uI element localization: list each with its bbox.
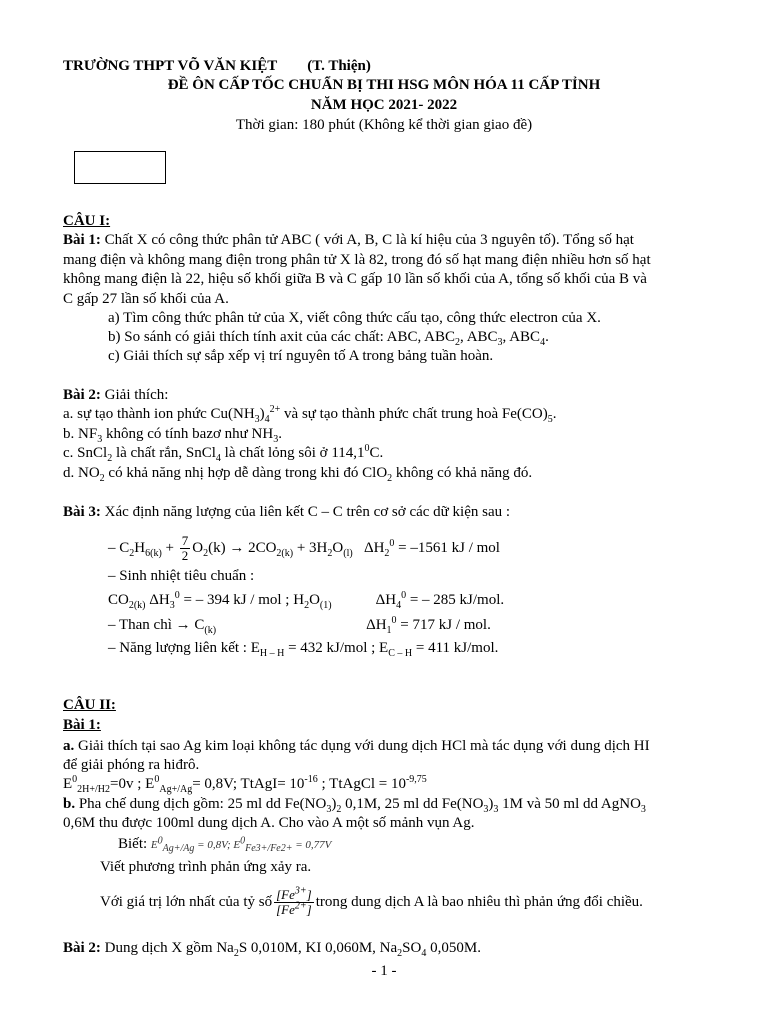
exam-title: ĐỀ ÔN CẤP TỐC CHUẨN BỊ THI HSG MÔN HÓA 11 CẤP TỈNH bbox=[167, 77, 601, 93]
cau2-heading: CÂU II: bbox=[63, 697, 116, 713]
cau1-bai2-a: a. sự tạo thành ion phức $Cu(NH_3)_4^{2+}$ và sự tạo thành phức chất trung hoà $Fe(CO)_5$. bbox=[63, 404, 557, 425]
school-year: NĂM HỌC 2021- 2022 bbox=[310, 97, 458, 113]
cau2-biet: Biết: $E^0_{Ag+/Ag} = 0,8V$; $E^0_{Fe3+/Fe2+} = 0,77V$ bbox=[118, 835, 332, 855]
exam-time: Thời gian: 180 phút (Không kể thời gian giao đề) bbox=[235, 117, 533, 133]
cau2-bai2: Bài 2: Dung dịch X gồm $Na_2S$ 0,010M, KI 0,060M, $Na_2SO_4$ 0,050M. bbox=[63, 940, 481, 959]
cau1-bai3-intro: Bài 3: Xác định năng lượng của liên kết C – C trên cơ sở các dữ kiện sau : bbox=[63, 504, 511, 520]
cau2-voi-gia-tri: Với giá trị lớn nhất của tỷ số $\frac{[Fe^{3+}]}{[Fe^{2+}]}$ trong dung dịch A là bao nhiêu thì phản ứng đổi chiều. bbox=[100, 885, 643, 917]
cau2-viet: Viết phương trình phản ứng xảy ra. bbox=[100, 859, 312, 875]
cau2-b-line2: 0,6M thu được 100ml dung dịch A. Cho vào A một số mảnh vụn Ag. bbox=[63, 815, 475, 831]
cau1-bai2-intro: Bài 2: Giải thích: bbox=[63, 387, 169, 403]
cau2-a-line2: để giải phóng ra hiđrô. bbox=[63, 757, 200, 773]
cau1-bai1-line2: mang điện và không mang điện trong phân tử X là 82, trong đó số hạt mang điện nhiều hơn số hạt bbox=[63, 252, 651, 268]
cau1-bai1-b: b) So sánh có giải thích tính axit của các chất: ABC, $ABC_2$, $ABC_3$, $ABC_4$. bbox=[108, 329, 549, 348]
cau1-bai1-line4: C gấp 27 lần số khối của A. bbox=[63, 291, 229, 307]
cau1-bai1-line1: Bài 1: Chất X có công thức phân tử ABC ( với A, B, C là kí hiệu của 3 nguyên tố). Tổng số hạt bbox=[63, 232, 634, 248]
cau2-a-line1: a. Giải thích tại sao Ag kim loại không tác dụng với dung dịch HCl mà tác dụng với dung dịch HI bbox=[63, 738, 650, 754]
cau1-bai3-eq1: – $C_2H_{6(k)}$ + $\frac{7}{2}$ $O_2(k) \to 2CO_{2(k)} + 3H_2O_{(l)}$ $\Delta H_2^0 = -1561$ kJ / mol bbox=[108, 533, 500, 563]
cau1-bai3-eq3: – Than chì → $C_{(k)}$ $\Delta H_1^0 = 717$ kJ / mol. bbox=[108, 615, 491, 636]
cau1-bai3-sinh-nhiet: – Sinh nhiệt tiêu chuẩn : bbox=[108, 568, 255, 584]
cau1-bai3-eq4: – Năng lượng liên kết : $E_{H - H} = 432$ kJ/mol ; $E_{C - H} = 411$ kJ/mol. bbox=[108, 640, 499, 659]
cau1-bai2-c: c. SnCl$_2$ là chất rắn, SnCl$_4$ là chất lỏng sôi ở 114,1$^0$C. bbox=[63, 443, 384, 464]
cau1-heading: CÂU I: bbox=[63, 213, 111, 229]
cau1-bai3-eq2: $CO_{2(k)}$ $\Delta H_3^0$ = – 394 kJ / mol ; $H_2O_{(1)}$ $\Delta H_4^0$ = – 285 kJ/mol. bbox=[108, 590, 505, 611]
code-box bbox=[74, 151, 166, 184]
cau1-bai1-c: c) Giải thích sự sắp xếp vị trí nguyên tố A trong bảng tuần hoàn. bbox=[108, 348, 494, 364]
school-name: TRƯỜNG THPT VÕ VĂN KIỆT (T. Thiện) bbox=[63, 58, 371, 74]
cau1-bai1-line3: không mang điện là 22, hiệu số khối giữa B và C gấp 10 lần số khối của A, tổng số khối của B và bbox=[63, 271, 647, 287]
cau2-bai1-label: Bài 1: bbox=[63, 717, 101, 733]
cau2-a-constants: $E^0_{2H+/H2}=0v$ ; $E^0_{Ag+/Ag}= 0,8V$; TtAgI= $10^{-16}$ ; TtAgCl = $10^{-9,75}$ bbox=[63, 774, 427, 795]
cau1-bai1-a: a) Tìm công thức phân tử của X, viết công thức cấu tạo, công thức electron của X. bbox=[108, 310, 601, 326]
cau1-bai2-b: b. $NF_3$ không có tính bazơ như $NH_3$. bbox=[63, 426, 282, 445]
cau2-b-line1: b. Pha chế dung dịch gồm: 25 ml dd $Fe(NO_3)_2$ 0,1M, 25 ml dd $Fe(NO_3)_3$ 1M và 50 ml dd AgNO$_3$ bbox=[63, 796, 646, 815]
cau1-bai2-d: d. $NO_2$ có khả năng nhị hợp dễ dàng trong khi đó ClO$_2$ không có khả năng đó. bbox=[63, 465, 533, 484]
page-number: - 1 - bbox=[371, 963, 397, 979]
